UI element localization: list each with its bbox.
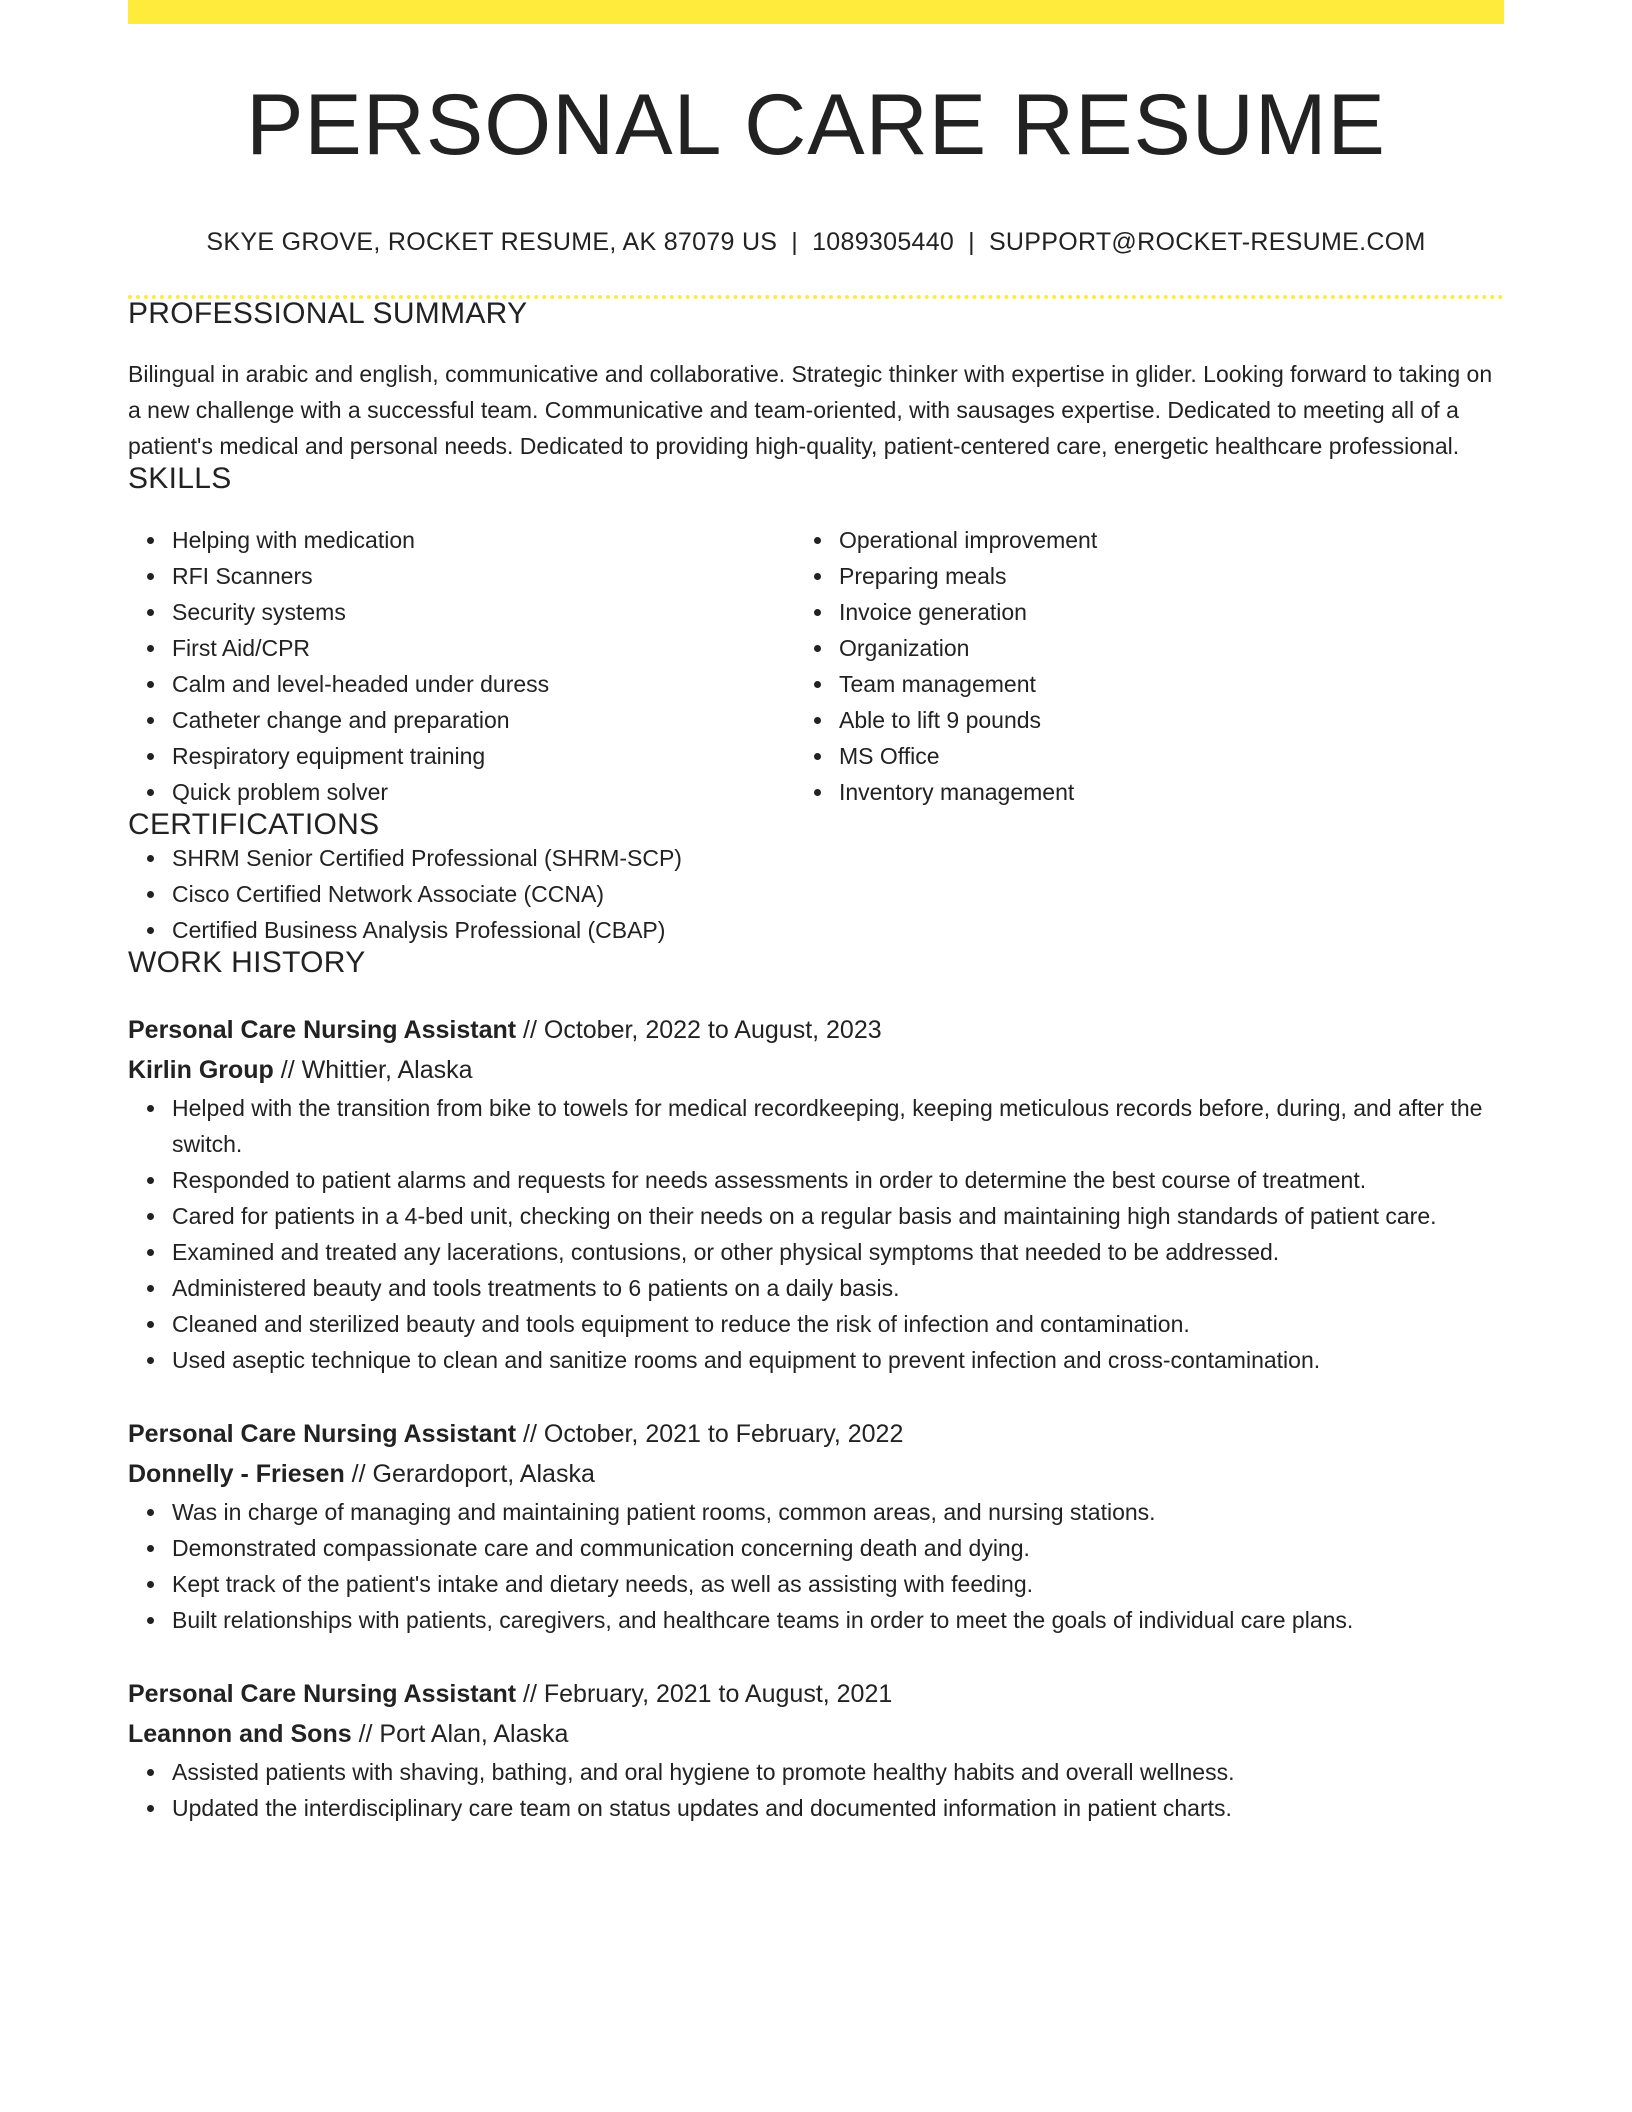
summary-heading: PROFESSIONAL SUMMARY — [128, 297, 528, 330]
job-company: Leannon and Sons — [128, 1720, 352, 1748]
job-location: // Gerardoport, Alaska — [351, 1460, 595, 1488]
skill-item: Catheter change and preparation — [172, 702, 805, 738]
job-company: Donnelly - Friesen — [128, 1460, 345, 1488]
job-company: Kirlin Group — [128, 1056, 274, 1084]
job-title: Personal Care Nursing Assistant — [128, 1680, 517, 1708]
contact-line — [128, 230, 1504, 255]
job-company-line — [128, 1050, 1504, 1090]
skills-heading: SKILLS — [128, 462, 232, 495]
job-duty: Assisted patients with shaving, bathing, and oral hygiene to promote healthy habits and overall wellness. — [172, 1754, 1504, 1790]
job-title: Personal Care Nursing Assistant — [128, 1420, 517, 1448]
job-duty: Was in charge of managing and maintaining patient rooms, common areas, and nursing stations. — [172, 1494, 1504, 1530]
job-title-line — [128, 1414, 1504, 1454]
job-company-line — [128, 1454, 1504, 1494]
certification-item: Certified Business Analysis Professional (CBAP) — [172, 912, 1504, 948]
skill-item: First Aid/CPR — [172, 630, 805, 666]
skill-item: Inventory management — [839, 774, 1097, 810]
contact-separator: | — [968, 228, 975, 256]
skill-item: Respiratory equipment training — [172, 738, 805, 774]
job-location: // Port Alan, Alaska — [358, 1720, 569, 1748]
job-entry — [128, 1414, 1504, 1638]
resume-page — [128, 0, 1504, 1826]
skills-column-left — [128, 522, 805, 810]
job-duty: Administered beauty and tools treatments to 6 patients on a daily basis. — [172, 1270, 1504, 1306]
job-duty: Built relationships with patients, caregivers, and healthcare teams in order to meet the goals of individual care plans. — [172, 1602, 1504, 1638]
job-duty: Cared for patients in a 4-bed unit, checking on their needs on a regular basis and maintaining high standards of patient care. — [172, 1198, 1504, 1234]
job-duty: Helped with the transition from bike to towels for medical recordkeeping, keeping meticulous records before, during, and after the switch. — [172, 1090, 1504, 1162]
job-entry — [128, 1674, 1504, 1826]
job-duties-list — [128, 1090, 1504, 1378]
contact-phone: 1089305440 — [812, 228, 955, 256]
job-duty: Examined and treated any lacerations, contusions, or other physical symptoms that needed to be addressed. — [172, 1234, 1504, 1270]
skill-item: Operational improvement — [839, 522, 1097, 558]
job-duty: Responded to patient alarms and requests for needs assessments in order to determine the best course of treatment. — [172, 1162, 1504, 1198]
job-duty: Updated the interdisciplinary care team on status updates and documented information in patient charts. — [172, 1790, 1504, 1826]
job-duty: Demonstrated compassionate care and communication concerning death and dying. — [172, 1530, 1504, 1566]
skill-item: Helping with medication — [172, 522, 805, 558]
job-duties-list — [128, 1754, 1504, 1826]
job-duty: Cleaned and sterilized beauty and tools equipment to reduce the risk of infection and contamination. — [172, 1306, 1504, 1342]
certification-item: SHRM Senior Certified Professional (SHRM-SCP) — [172, 840, 1504, 876]
job-dates: // October, 2021 to February, 2022 — [523, 1420, 904, 1448]
work-history-heading: WORK HISTORY — [128, 946, 366, 979]
skill-item: MS Office — [839, 738, 1097, 774]
skill-item: Quick problem solver — [172, 774, 805, 810]
job-dates: // October, 2022 to August, 2023 — [523, 1016, 882, 1044]
job-title-line — [128, 1674, 1504, 1714]
summary-text: Bilingual in arabic and english, communicative and collaborative. Strategic thinker with expertise in glider. Looking forward to taking on a new challenge with a successful team. Communicative and team-oriented, with sausages expertise. Dedicated to meeting all of a patient's medical and personal needs. Dedicated to providing high-quality, patient-centered care, energetic healthcare professional. — [128, 361, 1493, 459]
contact-email: SUPPORT@ROCKET-RESUME.COM — [988, 228, 1426, 256]
job-duties-list — [128, 1494, 1504, 1638]
skill-item: Preparing meals — [839, 558, 1097, 594]
top-accent-bar — [128, 0, 1504, 24]
job-title: Personal Care Nursing Assistant — [128, 1016, 517, 1044]
skill-item: Able to lift 9 pounds — [839, 702, 1097, 738]
certifications-list — [128, 840, 1504, 948]
job-entry — [128, 1010, 1504, 1378]
contact-address: SKYE GROVE, ROCKET RESUME, AK 87079 US — [206, 228, 778, 256]
certifications-heading: CERTIFICATIONS — [128, 808, 380, 841]
resume-title: PERSONAL CARE RESUME — [246, 77, 1386, 173]
skill-item: Invoice generation — [839, 594, 1097, 630]
job-location: // Whittier, Alaska — [280, 1056, 473, 1084]
job-duty: Kept track of the patient's intake and dietary needs, as well as assisting with feeding. — [172, 1566, 1504, 1602]
skills-column-right — [805, 522, 1097, 810]
job-company-line — [128, 1714, 1504, 1754]
skill-item: Security systems — [172, 594, 805, 630]
skills-list — [128, 522, 1504, 810]
job-dates: // February, 2021 to August, 2021 — [523, 1680, 893, 1708]
skill-item: Organization — [839, 630, 1097, 666]
job-title-line — [128, 1010, 1504, 1050]
certification-item: Cisco Certified Network Associate (CCNA) — [172, 876, 1504, 912]
skill-item: Calm and level-headed under duress — [172, 666, 805, 702]
skill-item: Team management — [839, 666, 1097, 702]
contact-separator: | — [791, 228, 799, 256]
job-duty: Used aseptic technique to clean and sanitize rooms and equipment to prevent infection and cross-contamination. — [172, 1342, 1504, 1378]
skill-item: RFI Scanners — [172, 558, 805, 594]
